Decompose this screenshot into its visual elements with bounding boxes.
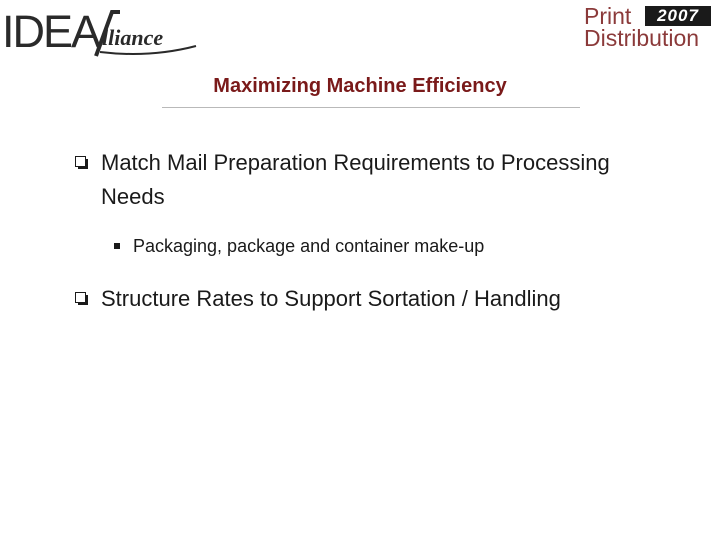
logo-idea-text: IDEA xyxy=(2,6,100,57)
bullet-text: Match Mail Preparation Requirements to Processing Needs xyxy=(101,150,610,209)
hollow-square-bullet-icon xyxy=(75,156,89,170)
page-title: Maximizing Machine Efficiency xyxy=(213,75,507,97)
logo-swoosh-icon xyxy=(0,6,200,58)
small-square-bullet-icon xyxy=(114,243,120,249)
logo-year-badge: 2007 xyxy=(645,6,711,26)
logo-alliance-text: lliance xyxy=(102,25,164,50)
bullet-text: Structure Rates to Support Sortation / Handling xyxy=(101,286,561,311)
title-divider xyxy=(162,107,580,108)
hollow-square-bullet-icon xyxy=(75,292,89,306)
idealliance-logo xyxy=(0,6,200,58)
logo-print-word: Print xyxy=(584,3,632,29)
sub-bullet-text: Packaging, package and container make-up xyxy=(133,236,485,256)
logo-distribution-word: Distribution xyxy=(584,25,700,51)
print-distribution-logo xyxy=(580,2,720,58)
